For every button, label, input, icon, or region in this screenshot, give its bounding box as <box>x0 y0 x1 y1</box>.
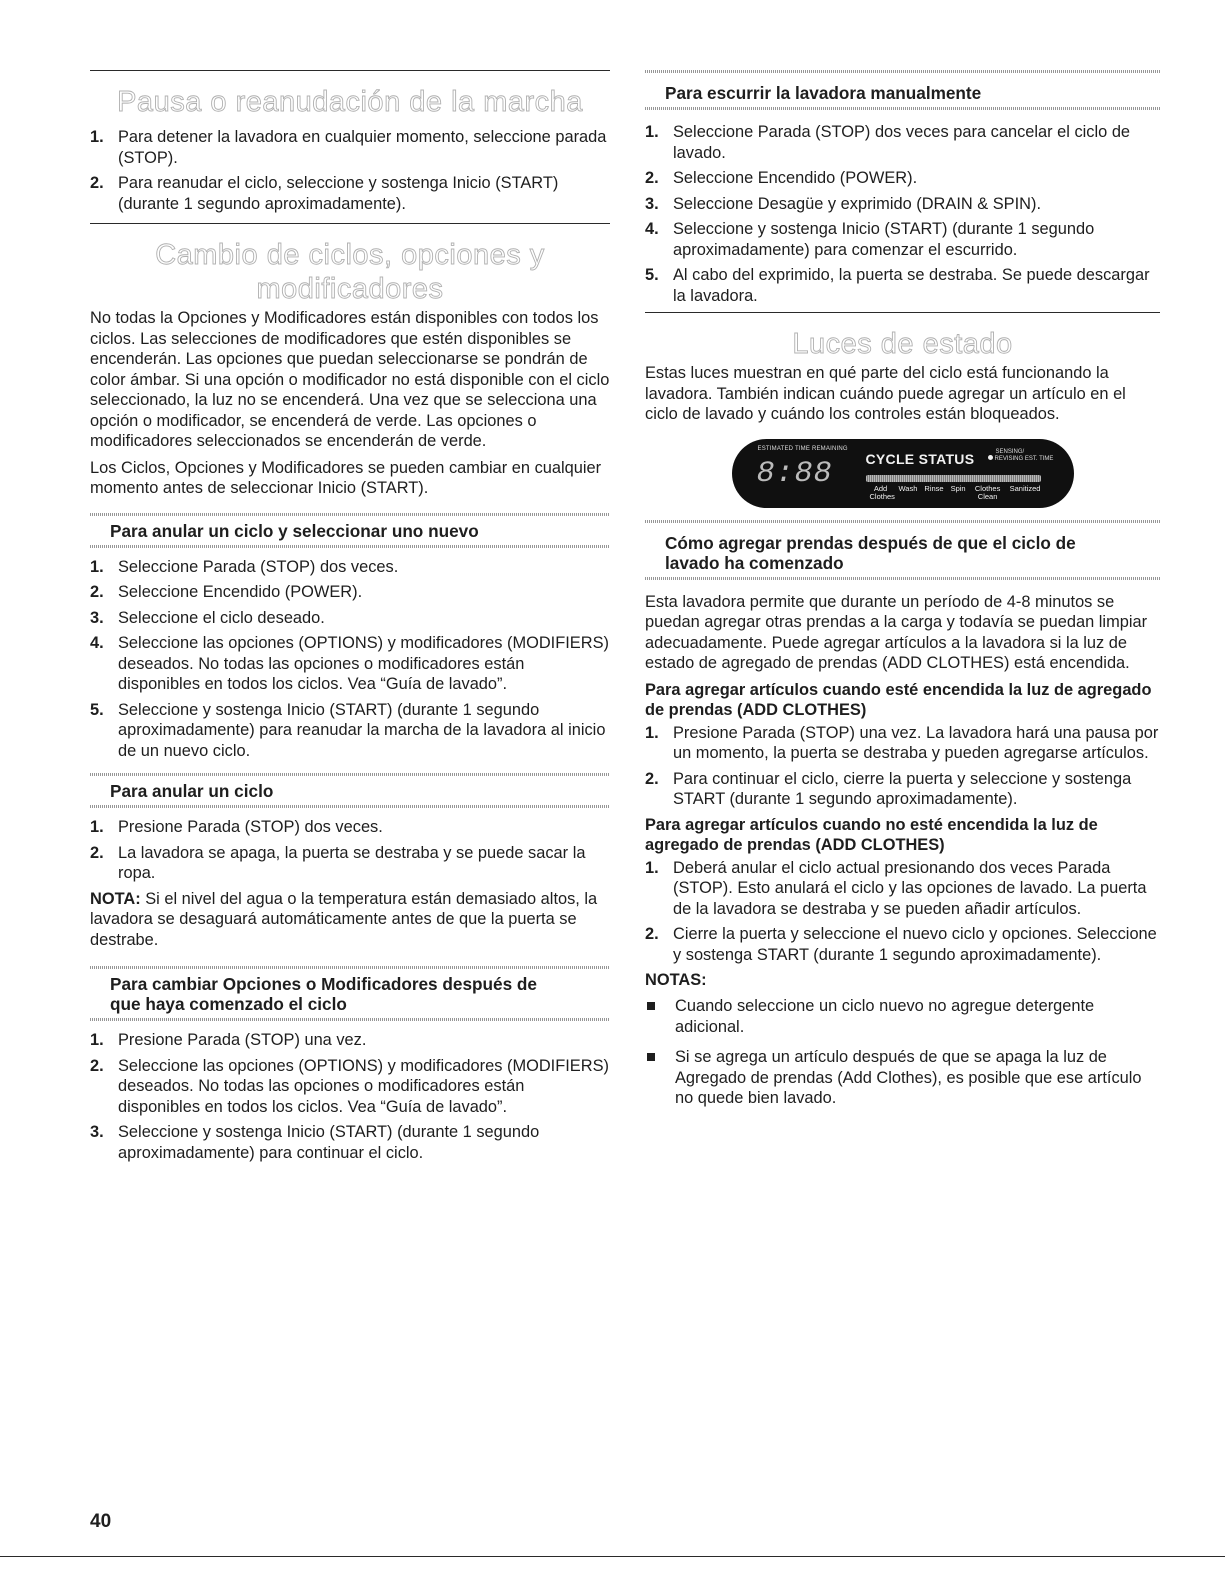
nota-text: Si el nivel del agua o la temperatura están demasiado altos, la lavadora se desaguará automáticamente antes de que la puerta se destrabe. <box>90 889 598 949</box>
stage-label: Sanitized <box>1009 483 1041 493</box>
change-paragraph-2: Los Ciclos, Opciones y Modificadores se pueden cambiar en cualquier momento antes de seleccionar Inicio (START). <box>90 458 602 497</box>
list-item: 2. La lavadora se apaga, la puerta se destraba y se puede sacar la ropa. <box>90 843 586 882</box>
bullet-square-icon <box>647 1053 655 1061</box>
light-on-steps <box>645 723 1160 810</box>
section-title-change-line2: modificadores <box>256 273 444 305</box>
list-item: 1. Presione Parada (STOP) dos veces. <box>90 818 383 836</box>
cycle-stage-labels <box>870 485 1041 501</box>
list-item: 2. Seleccione Encendido (POWER). <box>90 583 363 601</box>
section-title-pause: Pausa o reanudación de la marcha <box>117 86 583 118</box>
list-item: 1. Presione Parada (STOP) una vez. <box>90 1031 367 1049</box>
dotted-rule <box>90 773 610 776</box>
stage-label: Clothes Clean <box>974 483 1001 501</box>
dotted-rule <box>90 966 610 969</box>
sensing-indicator: SENSING/ REVISING EST. TIME <box>988 449 1054 462</box>
page-bottom-rule <box>0 1556 1225 1557</box>
section-title-status-lights: Luces de estado <box>792 328 1013 360</box>
dotted-rule <box>90 513 610 516</box>
dotted-rule <box>645 577 1160 580</box>
nota-label: NOTA: <box>90 889 141 908</box>
list-item: 4. Seleccione y sostenga Inicio (START) (durante 1 segundo aproximadamente) para comenzar el escurrido. <box>645 220 1095 259</box>
list-item: 1. Presione Parada (STOP) una vez. La lavadora hará una pausa por un momento, la puerta se destraba y pueden agregarse artículos. <box>645 723 1159 762</box>
stage-label: Rinse <box>924 483 944 493</box>
section-rule <box>645 312 1160 313</box>
list-item: 2. Cierre la puerta y seleccione el nuevo ciclo y opciones. Seleccione y sostenga START (durante 1 segundo aproximadamente). <box>645 925 1157 964</box>
manual-drain-steps <box>645 122 1160 306</box>
section-rule <box>90 223 610 224</box>
add-clothes-paragraph: Esta lavadora permite que durante un período de 4-8 minutos se puedan agregar otras prendas a la carga y todavía se puedan limpiar adecuadamente. Puede agregar artículos a la lavadora si la luz de estado de agregado de prendas (ADD CLOTHES) está encendida. <box>645 592 1148 672</box>
notas-label: NOTAS: <box>645 971 707 989</box>
bullet-square-icon <box>647 1002 655 1010</box>
time-display: 8:88 <box>756 456 833 491</box>
bold-heading-light-off: Para agregar artículos cuando no esté encendida la luz de agregado de prendas (ADD CLOTHES) <box>645 815 1098 854</box>
cycle-status-label: CYCLE STATUS <box>865 450 975 467</box>
section-rule <box>90 70 610 71</box>
stage-label: Add Clothes <box>869 483 895 501</box>
cancel-steps <box>90 817 610 884</box>
subheading-change-options: Para cambiar Opciones o Modificadores después de que haya comenzado el ciclo <box>110 974 537 1014</box>
bold-heading-light-on: Para agregar artículos cuando esté encendida la luz de agregado de prendas (ADD CLOTHES) <box>645 680 1152 719</box>
subheading-cancel-new: Para anular un ciclo y seleccionar uno nuevo <box>110 520 479 541</box>
left-column <box>90 70 610 1168</box>
list-item: 1. Deberá anular el ciclo actual presionando dos veces Parada (STOP). Esto anulará el ciclo y las opciones de lavado. La puerta de la lavadora se destraba y se pueden añadir artículos. <box>645 858 1147 918</box>
list-item: 3. Seleccione Desagüe y exprimido (DRAIN & SPIN). <box>645 194 1042 213</box>
status-panel <box>732 439 1074 508</box>
nota-paragraph <box>90 889 610 951</box>
estimated-time-label: ESTIMATED TIME REMAINING <box>757 445 848 452</box>
status-panel-figure <box>645 439 1160 508</box>
sensing-dot-icon <box>988 455 993 460</box>
list-item: 4. Seleccione las opciones (OPTIONS) y modificadores (MODIFIERS) deseados. No todas las opciones o modificadores están disponibles en todos los ciclos. Vea “Guía de lavado”. <box>90 634 609 693</box>
list-item: 2. Seleccione las opciones (OPTIONS) y modificadores (MODIFIERS) deseados. No todas las opciones o modificadores están disponibles en todos los ciclos. Vea “Guía de lavado”. <box>90 1056 609 1116</box>
list-item: 3. Seleccione y sostenga Inicio (START) (durante 1 segundo aproximadamente) para continuar el ciclo. <box>90 1123 540 1162</box>
list-item: 5. Al cabo del exprimido, la puerta se destraba. Se puede descargar la lavadora. <box>645 266 1150 305</box>
list-item: 2. Seleccione Encendido (POWER). <box>645 169 918 187</box>
cancel-new-steps <box>90 557 610 762</box>
light-off-steps <box>645 858 1160 966</box>
stage-label: Spin <box>950 483 966 493</box>
list-item: 1. Para detener la lavadora en cualquier momento, seleccione parada (STOP). <box>90 128 607 167</box>
dotted-rule <box>645 70 1160 73</box>
subheading-manual-drain: Para escurrir la lavadora manualmente <box>665 83 982 103</box>
change-paragraph-1: No todas la Opciones y Modificadores están disponibles con todos los ciclos. Las selecciones de modificadores que estén disponibles se encenderán. Las opciones que puedan seleccionarse se pondrán de color ámbar. Si una opción o modificador no está disponible con el ciclo seleccionado, la luz no se encenderá. Una vez que se selecciona una opción o modificador, se encenderá de verde. Las opciones o modificadores seleccionados se encenderán de verde. <box>90 309 610 450</box>
notas-list <box>645 996 1160 1109</box>
list-item: Si se agrega un artículo después de que se apaga la luz de Agregado de prendas (Add Clothes), es posible que ese artículo no quede bien lavado. <box>645 1047 1160 1109</box>
page-number: 40 <box>90 1511 112 1532</box>
cycle-progress-bar <box>866 475 1041 482</box>
list-item: 2. Para reanudar el ciclo, seleccione y sostenga Inicio (START) (durante 1 segundo aproximadamente). <box>90 174 559 213</box>
stage-label: Wash <box>898 483 918 493</box>
list-item: 1. Seleccione Parada (STOP) dos veces para cancelar el ciclo de lavado. <box>645 123 1131 162</box>
subheading-cancel: Para anular un ciclo <box>110 781 274 801</box>
list-item: 1. Seleccione Parada (STOP) dos veces. <box>90 557 399 576</box>
dotted-rule <box>645 520 1160 523</box>
list-item: 2. Para continuar el ciclo, cierre la puerta y seleccione y sostenga START (durante 1 segundo aproximadamente). <box>645 769 1132 808</box>
dotted-rule <box>90 805 610 808</box>
section-title-change-line1: Cambio de ciclos, opciones y <box>155 239 545 271</box>
list-item: Cuando seleccione un ciclo nuevo no agregue detergente adicional. <box>645 996 1160 1037</box>
pause-steps <box>90 127 610 214</box>
dotted-rule <box>90 1018 610 1021</box>
dotted-rule <box>645 107 1160 110</box>
status-lights-paragraph: Estas luces muestran en qué parte del ciclo está funcionando la lavadora. También indican cuándo puede agregar un artículo en el ciclo de lavado y cuándo los controles están bloqueados. <box>645 364 1126 423</box>
dotted-rule <box>90 545 610 548</box>
right-column <box>645 70 1160 1119</box>
list-item: 3. Seleccione el ciclo deseado. <box>90 608 325 627</box>
subheading-add-clothes: Cómo agregar prendas después de que el ciclo de lavado ha comenzado <box>665 532 1076 573</box>
list-item: 5. Seleccione y sostenga Inicio (START) (durante 1 segundo aproximadamente) para reanudar la marcha de la lavadora al inicio de un nuevo ciclo. <box>90 700 606 760</box>
change-options-steps <box>90 1030 610 1163</box>
